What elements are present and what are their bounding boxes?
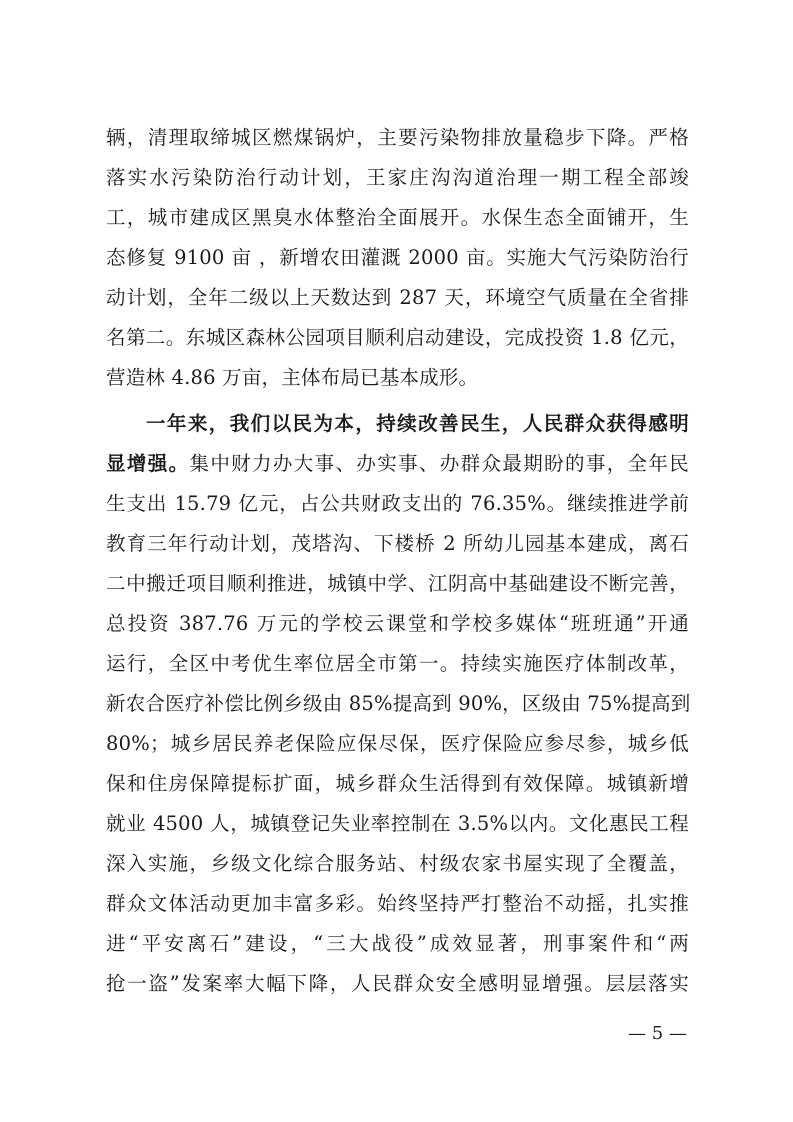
text-line: 进“平安离石”建设，“三大战役”成效显著，刑事案件和“两	[106, 932, 689, 955]
text-line: 总投资 387.76 万元的学校云课堂和学校多媒体“班班通”开通	[106, 612, 689, 635]
text-line: 教育三年行动计划，茂塔沟、下楼桥 2 所幼儿园基本建成，离石	[106, 532, 689, 555]
text-line: 抢一盗”发案率大幅下降，人民群众安全感明显增强。层层落实	[106, 972, 689, 995]
text-line: 营造林 4.86 万亩，主体布局已基本成形。	[106, 366, 479, 389]
text-line: 群众文体活动更加丰富多彩。始终坚持严打整治不动摇，扎实推	[106, 892, 689, 915]
text-line: 深入实施，乡级文化综合服务站、村级农家书屋实现了全覆盖，	[106, 852, 689, 875]
text-line-mixed	[106, 446, 689, 482]
text-line: 运行，全区中考优生率位居全市第一。持续实施医疗体制改革，	[106, 652, 689, 675]
bold-heading-lead: 显增强。	[106, 452, 190, 475]
text-line: 辆，清理取缔城区燃煤锅炉，主要污染物排放量稳步下降。严格	[106, 126, 689, 149]
text-line: 动计划，全年二级以上天数达到 287 天，环境空气质量在全省排	[106, 286, 689, 309]
text-line: 二中搬迁项目顺利推进，城镇中学、江阴高中基础建设不断完善，	[106, 572, 689, 595]
text-line: 名第二。东城区森林公园项目顺利启动建设，完成投资 1.8 亿元，	[106, 326, 689, 349]
page-number: — 5 —	[628, 1023, 687, 1044]
text-line: 生支出 15.79 亿元，占公共财政支出的 76.35%。继续推进学前	[106, 492, 689, 515]
bold-heading-line: 一年来，我们以民为本，持续改善民生，人民群众获得感明	[146, 412, 689, 435]
text-line: 80%；城乡居民养老保险应保尽保，医疗保险应参尽参，城乡低	[106, 732, 689, 755]
text-line: 就业 4500 人，城镇登记失业率控制在 3.5%以内。文化惠民工程	[106, 812, 689, 835]
text-span: 集中财力办大事、办实事、办群众最期盼的事，全年民	[189, 452, 689, 475]
text-line: 工，城市建成区黑臭水体整治全面展开。水保生态全面铺开，生	[106, 206, 689, 229]
text-line: 态修复 9100 亩 ，新增农田灌溉 2000 亩。实施大气污染防治行	[106, 246, 689, 269]
text-line: 新农合医疗补偿比例乡级由 85%提高到 90%，区级由 75%提高到	[106, 692, 691, 715]
text-line: 落实水污染防治行动计划，王家庄沟沟道治理一期工程全部竣	[106, 166, 689, 189]
text-line: 保和住房保障提标扩面，城乡群众生活得到有效保障。城镇新增	[106, 772, 689, 795]
